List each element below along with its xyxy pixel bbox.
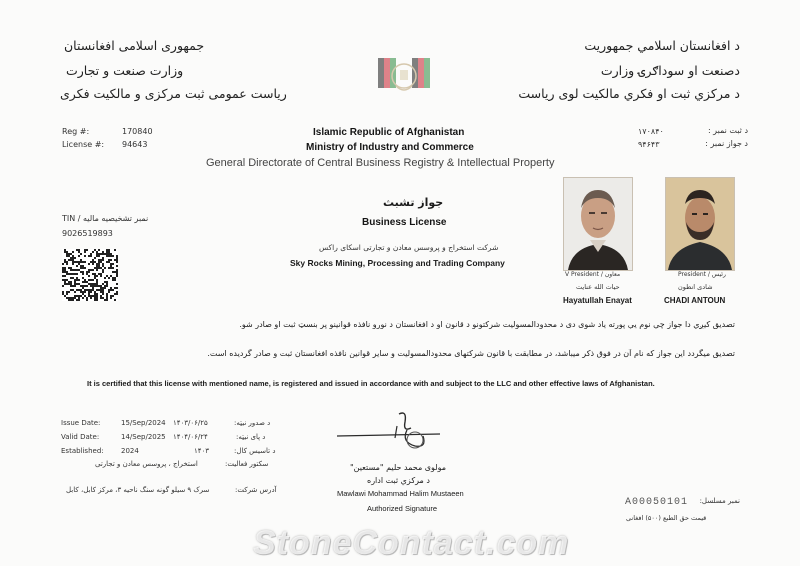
vice-president-role: V President / معاون: [565, 271, 621, 278]
president-name-fa: شادی انطون: [678, 283, 713, 291]
issue-date-value: 15/Sep/2024: [121, 419, 166, 427]
valid-date-label: Valid Date:: [61, 433, 100, 441]
reg-fa-value: ۱۷۰۸۴۰: [638, 127, 664, 136]
established-value: 2024: [121, 447, 139, 455]
issue-date-label: Issue Date:: [61, 419, 101, 427]
signature-stamp: [335, 408, 445, 458]
header-right-line-1: د افغانستان اسلامي جمهوریت: [584, 38, 740, 53]
reg-value: 170840: [122, 127, 153, 136]
watermark: StoneContact.com: [253, 524, 570, 562]
signer-name-fa: مولوی محمد حلیم "مستعین": [350, 463, 447, 472]
company-name-fa: شرکت استخراج و پروسس معادن و تجارتی اسکای راکس: [319, 243, 499, 252]
president-photo: [665, 177, 735, 271]
license-number-value: 94643: [122, 140, 148, 149]
president-role: President / رئیس: [678, 271, 726, 278]
tin-value: 9026519893: [62, 229, 113, 238]
established-label: Established:: [61, 447, 104, 455]
address-value: سرک ۹ سیلو گونه سنگ ناحیه ۳، مرکز کابل، کابل: [66, 486, 210, 494]
header-left-line-2: وزارت صنعت و تجارت: [66, 63, 184, 78]
serial-value: A00050101: [625, 497, 689, 508]
signature-title: Authorized Signature: [367, 504, 438, 513]
license-fa-value: ۹۴۶۴۳: [638, 140, 660, 149]
license-title-fa: جواز تشبث: [383, 196, 444, 209]
address-label: آدرس شرکت:: [235, 486, 277, 494]
certify-pashto: تصدیق کیږي دا جواز چې نوم یې پورته یاد شوی دی د محدودالمسولیت شرکتونو د قانون او د افغانستان د نورو نافذه قوانینو پر بنسټ ثبت او صادر شو.: [239, 320, 735, 329]
signer-name-en: Mawlawi Mohammad Halim Mustaeen: [337, 489, 464, 498]
reg-fa-label: د ثبت نمبر :: [707, 126, 748, 135]
president-name-en: CHADI ANTOUN: [664, 296, 726, 305]
title-line-1: Islamic Republic of Afghanistan: [313, 127, 465, 138]
established-fa-label: د تاسیس کال:: [234, 447, 276, 455]
activity-value: استخراج ، پروسس معادن و تجارتی: [95, 460, 198, 468]
header-left-line-3: ریاست عمومی ثبت مرکزی و مالکیت فکری: [60, 86, 287, 101]
header-left-line-1: جمهوری اسلامی افغانستان: [64, 38, 205, 53]
signer-office-fa: د مرکزي ثبت اداره: [367, 476, 430, 485]
issue-date-fa-label: د صدور نیټه:: [234, 419, 271, 427]
tin-label: نمبر تشخیصیه مالیه / TIN: [62, 214, 149, 223]
reg-label: Reg #:: [62, 127, 90, 136]
title-line-3: General Directorate of Central Business Registry & Intellectual Property: [206, 157, 555, 169]
vice-president-name-en: Hayatullah Enayat: [563, 296, 632, 305]
price-label: قیمت حق الطبع (۵۰۰) افغانی: [626, 514, 707, 522]
license-number-label: License #:: [62, 140, 105, 149]
vice-president-photo: [563, 177, 633, 271]
issue-date-fa-value: ۱۴۰۳/۰۶/۲۵: [173, 419, 208, 427]
vice-president-name-fa: حیات الله عنایت: [576, 283, 620, 291]
serial-label: نمبر مسلسل:: [699, 497, 740, 505]
header-right-line-3: د مرکزي ثبت او فکري مالکیت لوی ریاست: [518, 86, 740, 101]
header-right-line-2: دصنعت او سوداګرۍ وزارت: [600, 63, 740, 78]
company-name-en: Sky Rocks Mining, Processing and Trading Company: [290, 258, 505, 268]
valid-date-fa-value: ۱۴۰۴/۰۶/۲۴: [173, 433, 208, 441]
license-title-en: Business License: [362, 217, 447, 228]
established-fa-value: ۱۴۰۳: [194, 447, 210, 455]
valid-date-value: 14/Sep/2025: [121, 433, 166, 441]
valid-date-fa-label: د پای نیټه:: [236, 433, 266, 441]
certify-english: It is certified that this license with mentioned name, is registered and issued in accordance with and subject to the LLC and other effective laws of Afghanistan.: [87, 379, 655, 388]
activity-label: سکتور فعالیت:: [225, 460, 269, 468]
title-line-2: Ministry of Industry and Commerce: [306, 142, 474, 153]
license-fa-label: د جواز نمبر :: [705, 139, 748, 148]
qr-code: [62, 249, 118, 301]
afghanistan-emblem-icon: [372, 50, 436, 104]
certify-dari: تصدیق میگردد این جواز که نام آن در فوق ذکر میباشد، در مطابقت با قانون شرکتهای محدودالمسولیت و سایر قوانین نافذه افغانستان ثبت و صادر گردیده است.: [207, 349, 735, 358]
